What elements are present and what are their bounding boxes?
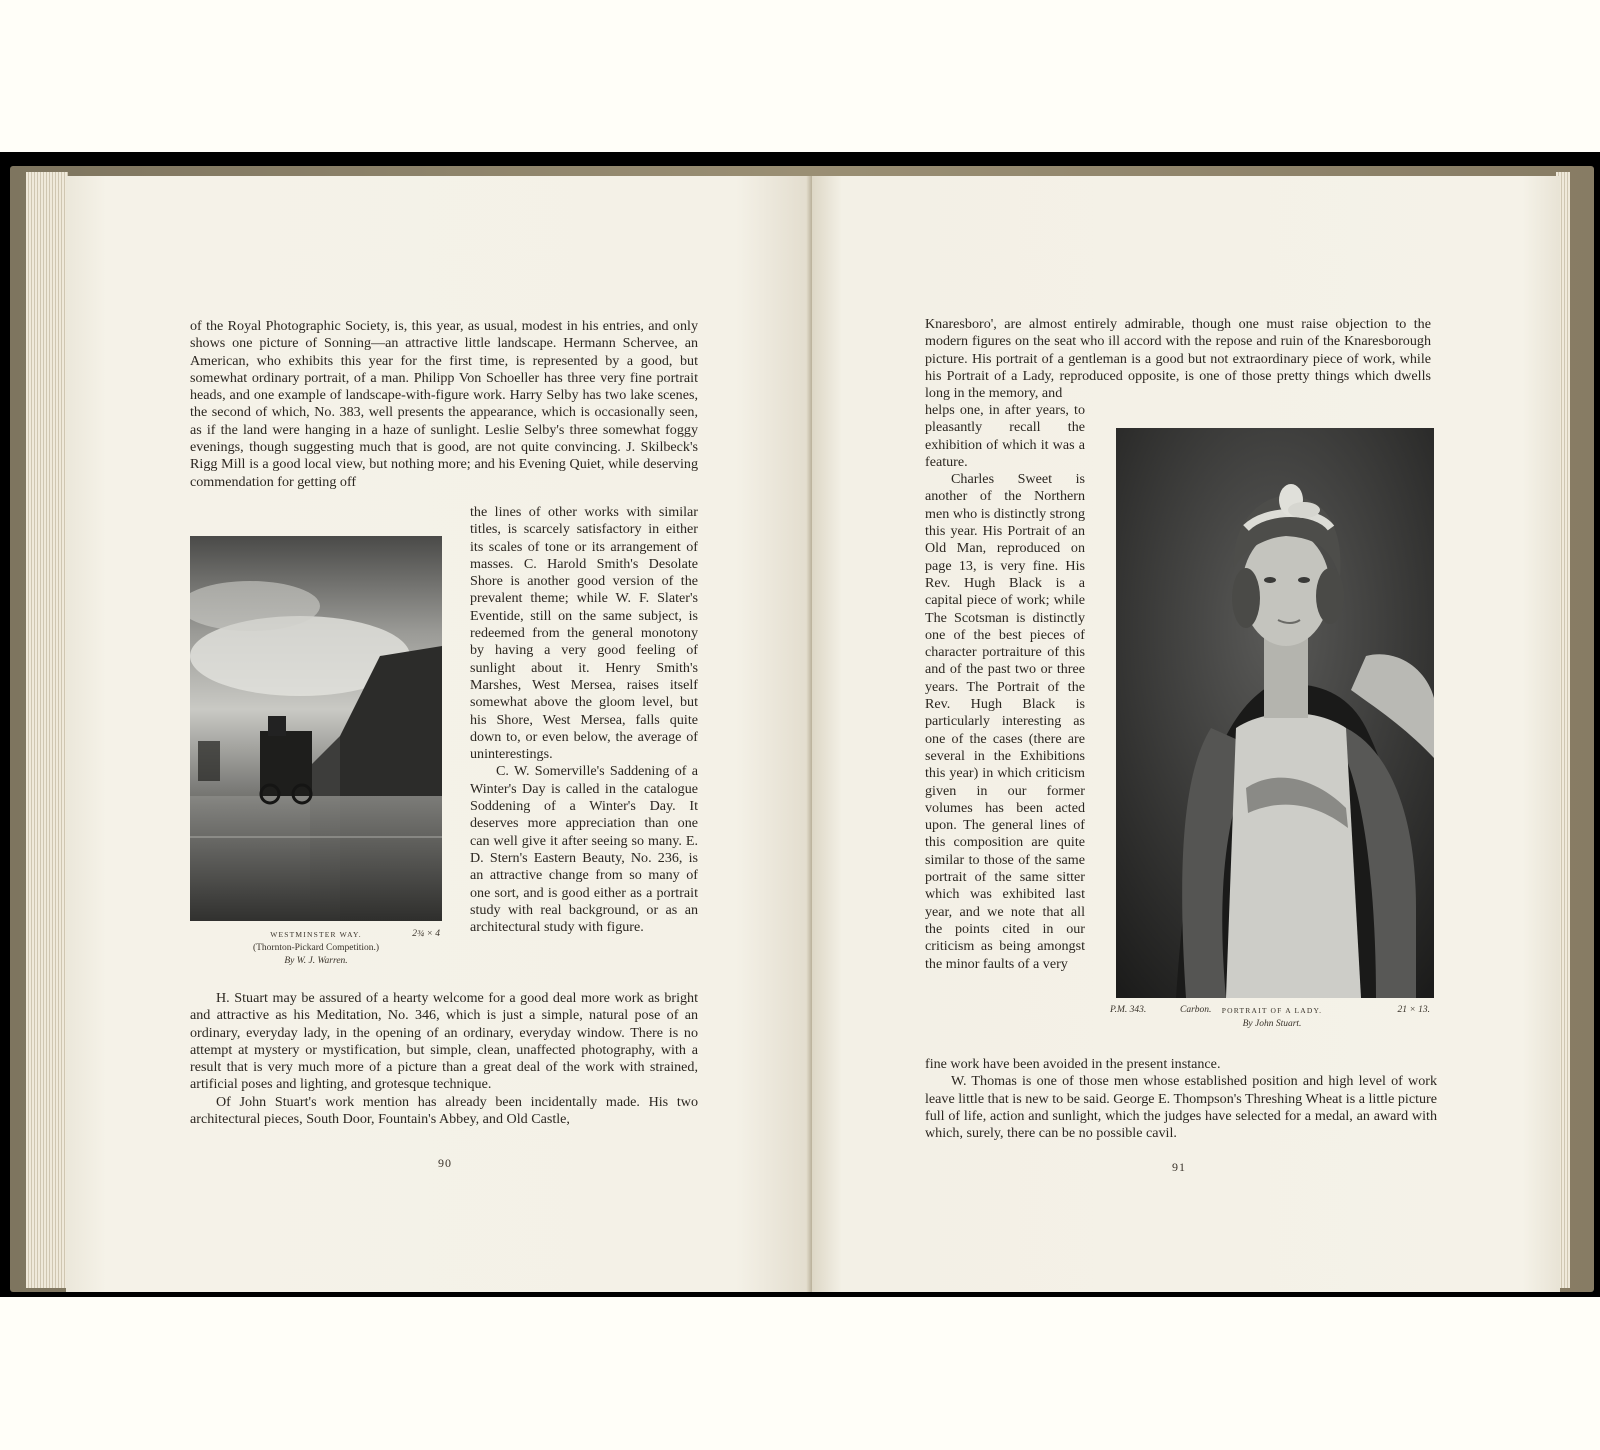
left-caption-author: By W. J. Warren. — [284, 956, 348, 966]
left-paragraph-2: the lines of other works with similar titles, is scarcely satisfactory in either its scales of tone or its arrangement of masses. C. Harold Smith's Desolate Shore is another good version of the prevalent theme; while W. F. Slater's Eventide, still on the same subject, is redeemed from the general monotony by having a very good feeling of sunlight about it. Henry Smith's Marshes, West Mersea, raises itself somewhat above the gloom level, but his Shore, West Mersea, falls quite down to, or even below, the average of uninterestings. — [470, 504, 698, 763]
left-text-bottom — [190, 990, 698, 1128]
westminster-way-photo — [190, 536, 442, 921]
westminster-way-image — [190, 536, 442, 921]
portrait-of-a-lady-photo — [1116, 428, 1434, 998]
right-paragraph-2: helps one, in after years, to pleasantly recall the exhibition of which it was a feature. — [925, 402, 1085, 470]
right-caption-ref: P.M. 343. — [1110, 1005, 1147, 1015]
right-caption-author: By John Stuart. — [1242, 1019, 1302, 1029]
left-caption-size: 2¾ × 4 — [412, 929, 440, 939]
right-paragraph-4: fine work have been avoided in the present instance. — [925, 1056, 1221, 1072]
right-page-number: 91 — [1172, 1160, 1186, 1174]
right-page — [812, 176, 1560, 1292]
right-paragraph-1: Knaresboro', are almost entirely admirable, though one must raise objection to the modern figures on the seat who ill accord with the repose and ruin of the Knaresborough picture. His portrait of a gentleman is a good but not extraordinary piece of work, while his Portrait of a Lady, reproduced opposite, is one of those pretty things which dwells long in the memory, and — [925, 316, 1431, 402]
right-caption-size: 21 × 13. — [1397, 1005, 1430, 1015]
left-paragraph-1: of the Royal Photographic Society, is, this year, as usual, modest in his entries, and only shows one picture of Sonning—an attractive little landscape. Hermann Schervee, an American, who exhibits this year for the first time, is represented by a good, but somewhat ordinary portrait, of a man. Philipp Von Schoeller has three very fine portrait heads, and one example of landscape-with-figure work. Harry Selby has two lake scenes, the second of which, No. 383, well presents the appearance, which is occasionally seen, as if the land were hanging in a haze of sunlight. Leslie Selby's three somewhat foggy evenings, though suggesting much that is good, are not quite convincing. J. Skilbeck's Rigg Mill is a good local view, but nothing more; and his Evening Quiet, while deserving commendation for getting off — [190, 318, 698, 490]
left-paragraph-3: C. W. Somerville's Saddening of a Winter's Day is called in the catalogue Soddening of a Winter's Day. It deserves more appreciation than one can well give it after seeing so many. E. D. Stern's Eastern Beauty, No. 236, is an attractive change from so many of one sort, and is good either as a portrait study with real background, or as an architectural study with figure. — [470, 763, 698, 936]
left-caption-title: WESTMINSTER WAY. — [270, 930, 362, 939]
left-paragraph-4: H. Stuart may be assured of a hearty welcome for a good deal more work as bright and attractive as his Meditation, No. 346, which is just a simple, natural pose of an ordinary, everyday lady, in the opening of an ordinary, everyday window. There is no attempt at mystery or mystification, but simple, clean, unaffected photography, with a result that is very much more of a picture than a great deal of the work with strained, artificial poses and lighting, and grotesque technique. — [190, 990, 698, 1093]
left-paragraph-5: Of John Stuart's work mention has already been incidentally made. His two architectural pieces, South Door, Fountain's Abbey, and Old Castle, — [190, 1093, 698, 1128]
left-text-side — [470, 504, 698, 936]
left-caption-competition: (Thornton-Pickard Competition.) — [252, 943, 380, 953]
right-text-side — [925, 402, 1085, 973]
right-caption-title: PORTRAIT OF A LADY. — [1221, 1006, 1323, 1015]
left-page — [66, 176, 811, 1292]
left-page-number: 90 — [438, 1156, 452, 1170]
portrait-of-a-lady-image — [1116, 428, 1434, 998]
right-photo-caption — [1110, 1004, 1434, 1031]
right-paragraph-3: Charles Sweet is another of the Northern men who is distinctly strong this year. His Portrait of an Old Man, reproduced on page 13, is very fine. His Rev. Hugh Black is a capital piece of work; while The Scotsman is distinctly one of the best pieces of character portraiture of this and of the past two or three years. The Portrait of the Rev. Hugh Black is particularly interesting as one of the cases (there are several in the Exhibitions this year) in which criticism given in our former volumes has been acted upon. The general lines of this composition are quite similar to those of the same portrait of the same sitter which was exhibited last year, and we note that all the points cited in our criticism as being amongst the minor faults of a very — [925, 471, 1085, 972]
left-photo-caption — [190, 928, 442, 968]
right-caption-process: Carbon. — [1180, 1005, 1212, 1015]
right-text-top — [925, 316, 1431, 402]
page-edges-left — [26, 172, 68, 1288]
left-text-top — [190, 318, 698, 491]
right-paragraph-5: W. Thomas is one of those men whose established position and high level of work leave little that is new to be said. George E. Thompson's Threshing Wheat is a little picture full of life, action and sunlight, which the judges have selected for a medal, an award with which, surely, there can be no possible cavil. — [925, 1073, 1437, 1142]
right-text-bottom — [925, 1056, 1437, 1142]
